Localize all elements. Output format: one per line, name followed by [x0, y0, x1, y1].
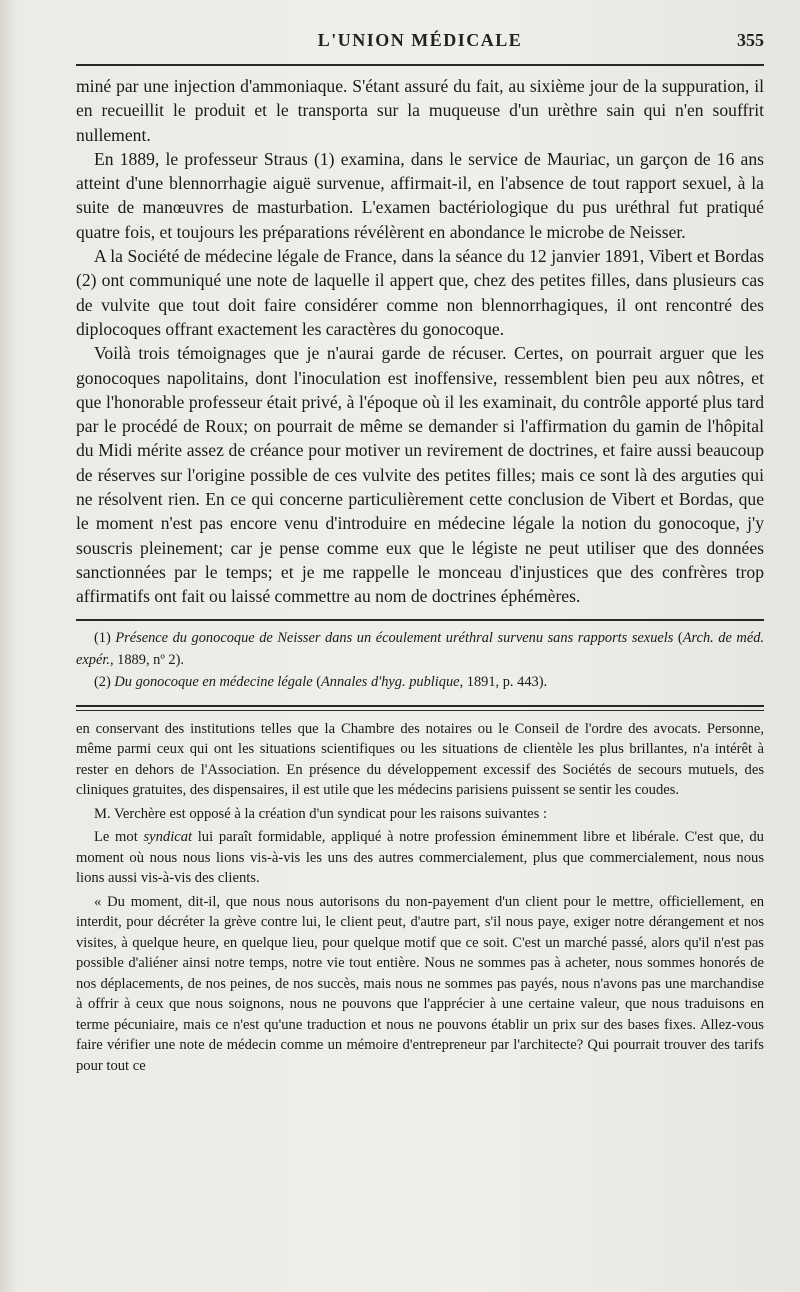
society-minutes-text [76, 719, 764, 1077]
paragraph: Voilà trois témoignages que je n'aurai garde de récuser. Certes, on pourrait arguer que les gonocoques napolitains, dont l'inoculation est inoffensive, ressemblent bien peu aux nôtres, et que l'honorable professeur était privé, à l'époque où il les examinait, du contrôle apporté plus tard par le procédé de Roux; on pourrait de même se demander si l'affirmation du gamin de l'hôpital du Midi mérite assez de créance pour motiver un revirement de doctrines, et faire aussi beaucoup de réserves sur l'origine possible de ces vulvite des petites filles; mais ce sont là des arguties qui ne résolvent rien. En ce qui concerne particulièrement cette conclusion de Vibert et Bordas, que le moment n'est pas encore venu d'introduire en médecine légale la notion du gonocoque, j'y souscris pleinement; car je pense comme eux que le légiste ne peut utiliser que des données sanctionnées par le temps; et je me rappelle le monceau d'injustices que des confrères trop affirmatifs ont fait ou laissé commettre au nom de doctrines éphémères. [76, 343, 764, 607]
paragraph: En 1889, le professeur Straus (1) examina, dans le service de Mauriac, un garçon de 16 ans atteint d'une blennorrhagie aiguë survenue, affirmait-il, en l'absence de tout rapport sexuel, à la suite de manœuvres de masturbation. L'examen bactériologique du pus uréthral fut pratiqué quatre fois, et toujours les préparations révélèrent en abondance le microbe de Neisser. [76, 148, 764, 242]
text-run: lui paraît formidable, appliqué à notre profession éminemment libre et libérale. C'est que, du moment où nous nous lions vis-à-vis les uns des autres commercialement, plus que commercialement, nous nous lions aussi vis-à-vis des clients. [76, 829, 764, 887]
footnote-details: , 1891, p. 443). [459, 673, 548, 690]
section-rule [76, 705, 764, 707]
footnotes [76, 627, 764, 693]
footnote-2: (2) Du gonocoque en médecine légale (Annales d'hyg. publique, 1891, p. 443). [94, 673, 548, 690]
footnote-journal: Annales d'hyg. publique [320, 673, 460, 690]
text-run: Le mot [94, 829, 144, 846]
paragraph: en conservant des institutions telles que la Chambre des notaires ou le Conseil de l'ordre des avocats. Personne, même parmi ceux qui ont les situations scientifiques ou les situations de clientèle les plus brillantes, n'a intérêt à rester en dehors de l'Association. En présence du développement excessif des Sociétés de secours mutuels, des cliniques gratuites, des dispensaires, il est utile que les médecins parisiens puissent se sentir les coudes. [76, 720, 764, 799]
paragraph: miné par une injection d'ammoniaque. S'étant assuré du fait, au sixième jour de la suppuration, il en recueillit le produit et le transporta sur la muqueuse d'un urèthre sain qui n'en souffrit nullement. [76, 76, 764, 145]
paragraph: M. Verchère est opposé à la création d'un syndicat pour les raisons suivantes : [94, 805, 548, 822]
paragraph [76, 827, 764, 889]
footnote-marker: (2) [94, 673, 111, 690]
running-title: L'UNION MÉDICALE [317, 30, 523, 50]
page-header [76, 30, 764, 60]
footnote-details: , 1889, nº 2). [109, 651, 184, 668]
footnote-title: Présence du gonocoque de Neisser dans un écoulement uréthral survenu sans rapports sexuels [115, 629, 674, 646]
footnote-marker: (1) [94, 629, 111, 646]
italic-word: syndicat [143, 829, 193, 846]
paragraph: « Du moment, dit-il, que nous nous autorisons du non-payement d'un client pour le mettre, officiellement, en interdit, pour décréter la grève contre lui, le client peut, d'autre part, s'il nous paye, exiger notre dérangement et nos visites, à quelque heure, en quelque lieu, pour quelque motif que ce soit. C'est un marché passé, alors qu'il n'est pas possible d'aliéner ainsi notre temps, notre vie tout entière. Nous ne sommes pas à acheter, nous sommes honorés de nos déplacements, de nos peines, de nos succès, mais nous ne sommes pas payés, nous n'avons pas une marchandise à offrir à ceux que nous soignons, nous ne pouvons que l'apprécier à une certaine valeur, que nous traduisons en terme pécuniaire, mais ce n'est qu'une traduction et nous ne pouvons établir un prix sur des bases fixes. Allez-vous faire vérifier une note de médecin comme un mémoire d'entrepreneur par l'architecte? Qui pourrait trouver des tarifs pour tout ce [76, 893, 764, 1074]
footnote-title: Du gonocoque en médecine légale [114, 673, 313, 690]
footnote-1: (1) Présence du gonocoque de Neisser dans un écoulement uréthral survenu sans rapports sexuels (Arch. de méd. expér., 1889, nº 2). [76, 629, 765, 668]
page-number: 355 [737, 30, 764, 50]
footnote-journal: Arch. de méd. expér. [76, 629, 765, 668]
footnote-rule [76, 619, 764, 621]
section-rule-thin [76, 710, 764, 711]
paragraph: A la Société de médecine légale de France, dans la séance du 12 janvier 1891, Vibert et Bordas (2) ont communiqué une note de laquelle il appert que, chez des petites filles, dans plusieurs cas de vulvite que tout doit faire considérer comme non blennorrhagiques, il ont rencontré des diplocoques offrant exactement les caractères du gonocoque. [76, 246, 764, 339]
header-rule [76, 64, 764, 66]
main-article-text [76, 74, 764, 609]
